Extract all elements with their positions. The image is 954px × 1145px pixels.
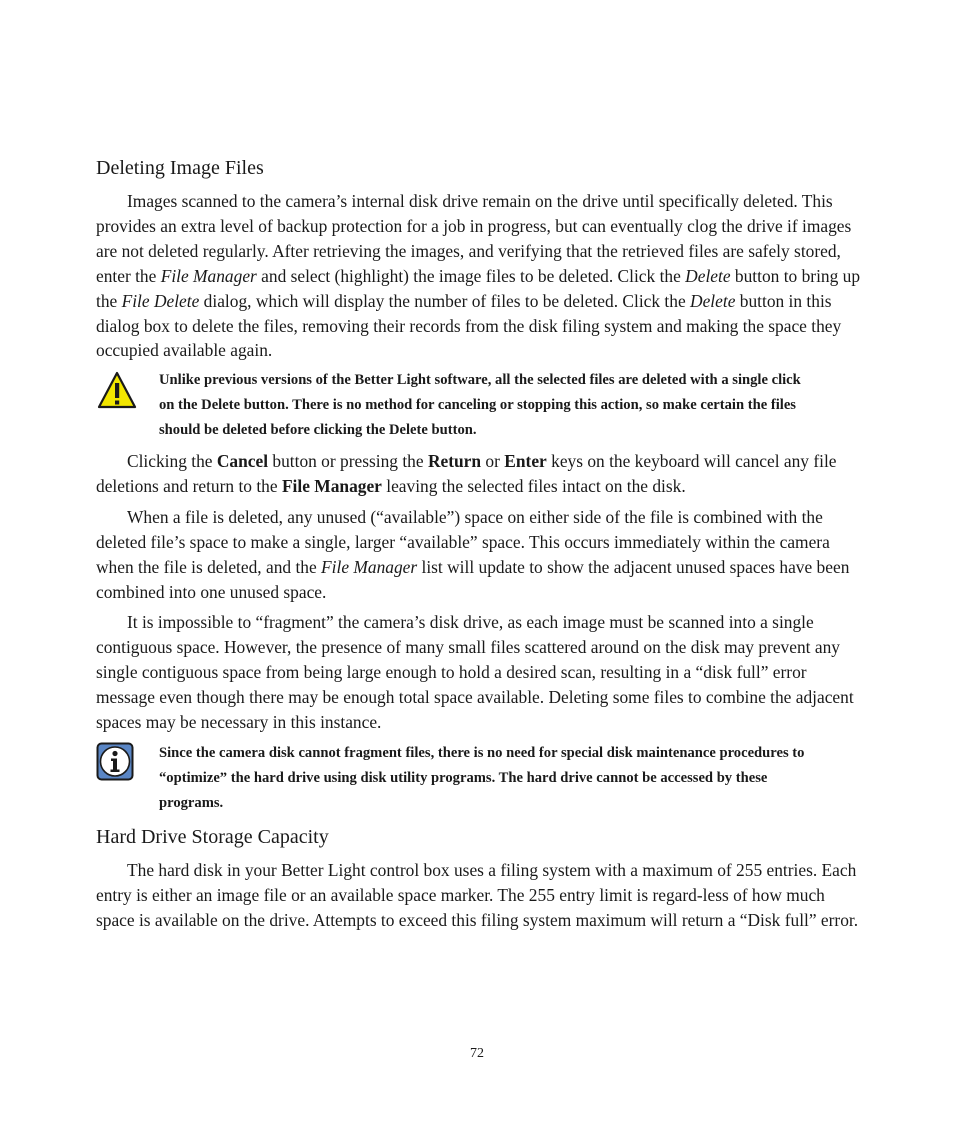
section-heading-hard-drive-storage-capacity: Hard Drive Storage Capacity: [96, 826, 329, 848]
paragraph-available-space: When a file is deleted, any unused (“available”) space on either side of the file is combined with the deleted file’s space to make a single, larger “available” space. This occurs immediately within the camera when the file is deleted, and the File Manager list will update to show the adjacent unused spaces have been combined into one unused space.: [96, 507, 850, 602]
warning-note: [96, 368, 856, 440]
term-enter: Enter: [504, 451, 547, 471]
info-text: Since the camera disk cannot fragment files, there is no need for special disk maintenance procedures to “optimize” the hard drive using disk utility programs. The hard drive cannot be accessed by these programs.: [159, 745, 805, 811]
page-number: 72: [470, 1046, 484, 1061]
term-file-manager: File Manager: [321, 556, 418, 577]
term-file-manager: File Manager: [281, 475, 382, 496]
paragraph-deleting-intro: Images scanned to the camera’s internal disk drive remain on the drive until specifically deleted. This provides an extra level of backup protection for a job in progress, but can eventually clog the drive if images are not deleted regularly. After retrieving the images, and verifying that the retrieved files are safely stored, enter the File Manager and select (highlight) the image files to be deleted. Click the Delete button to bring up the File Delete dialog, which will display the number of files to be deleted. Click the Delete button in this dialog box to delete the files, removing their records from the disk filing system and making the space they occupied available again.: [96, 191, 861, 361]
warning-text: Unlike previous versions of the Better Light software, all the selected files are deleted with a single click on the Delete button. There is no method for canceling or stopping this action, so make certain the files should be deleted before clicking the Delete button.: [159, 372, 801, 438]
term-cancel: Cancel: [216, 451, 269, 471]
info-icon: [96, 741, 138, 790]
term-delete: Delete: [690, 290, 736, 311]
paragraph-storage-capacity: The hard disk in your Better Light control box uses a filing system with a maximum of 255 entries. Each entry is either an image file or an available space marker. The 255 entry limit is regard-less of how much space is available on the drive. Attempts to exceed this filing system maximum will return a “Disk full” error.: [96, 860, 859, 930]
paragraph-fragment: It is impossible to “fragment” the camera’s disk drive, as each image must be scanned into a single contiguous space. However, the presence of many small files scattered around on the disk may prevent any single contiguous space from being large enough to hold a desired scan, resulting in a “disk full” error message even though there may be enough total space available. Deleting some files to combine the adjacent spaces may be necessary in this instance.: [96, 612, 854, 732]
warning-triangle-icon: [96, 368, 138, 417]
term-return: Return: [427, 451, 482, 471]
section-heading-deleting-image-files: Deleting Image Files: [96, 157, 264, 179]
term-file-manager: File Manager: [160, 265, 257, 286]
term-file-delete: File Delete: [121, 290, 200, 311]
info-note: [96, 741, 856, 813]
term-delete: Delete: [685, 265, 731, 286]
paragraph-cancel: Clicking the Cancel button or pressing the Return or Enter keys on the keyboard will cancel any file deletions and return to the File Manager leaving the selected files intact on the disk.: [96, 451, 837, 496]
